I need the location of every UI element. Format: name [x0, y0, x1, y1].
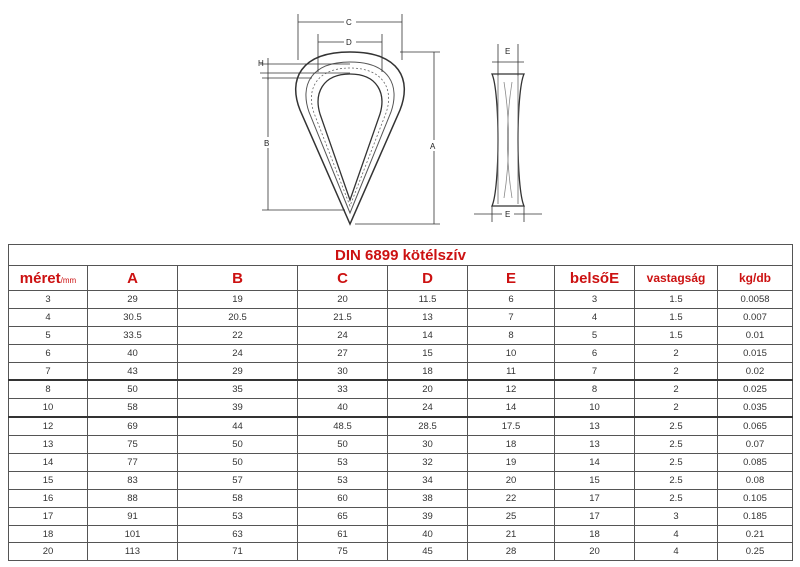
table-row: [9, 362, 793, 380]
cell-vastagsag: 1.5: [635, 308, 718, 326]
cell-d: 14: [388, 326, 468, 344]
cell-c: 27: [298, 344, 388, 362]
cell-e: 25: [468, 507, 555, 525]
cell-a: 40: [88, 344, 178, 362]
table-row: [9, 471, 793, 489]
cell-b: 53: [178, 507, 298, 525]
cell-a: 58: [88, 399, 178, 417]
thimble-side-view: [492, 74, 524, 206]
cell-d: 38: [388, 489, 468, 507]
cell-e: 10: [468, 344, 555, 362]
cell-e: 12: [468, 380, 555, 398]
cell-belso-e: 13: [555, 436, 635, 454]
cell-e: 18: [468, 436, 555, 454]
cell-a: 88: [88, 489, 178, 507]
cell-e: 17.5: [468, 417, 555, 435]
cell-c: 20: [298, 291, 388, 309]
cell-d: 28.5: [388, 417, 468, 435]
col-header-meret: méret/mm: [9, 266, 88, 291]
thimble-inner-outline: [318, 74, 382, 200]
cell-belso-e: 17: [555, 507, 635, 525]
cell-c: 61: [298, 525, 388, 543]
cell-vastagsag: 2.5: [635, 417, 718, 435]
cell-kgdb: 0.21: [718, 525, 793, 543]
cell-b: 24: [178, 344, 298, 362]
cell-e: 11: [468, 362, 555, 380]
cell-c: 48.5: [298, 417, 388, 435]
cell-vastagsag: 2.5: [635, 489, 718, 507]
cell-c: 53: [298, 471, 388, 489]
cell-kgdb: 0.085: [718, 454, 793, 472]
cell-meret: 20: [9, 543, 88, 561]
cell-meret: 10: [9, 399, 88, 417]
cell-b: 63: [178, 525, 298, 543]
cell-e: 6: [468, 291, 555, 309]
cell-vastagsag: 1.5: [635, 291, 718, 309]
cell-a: 43: [88, 362, 178, 380]
cell-b: 57: [178, 471, 298, 489]
col-header-a: A: [88, 266, 178, 291]
cell-c: 33: [298, 380, 388, 398]
cell-vastagsag: 2: [635, 344, 718, 362]
cell-vastagsag: 2.5: [635, 454, 718, 472]
cell-c: 75: [298, 543, 388, 561]
table-row: [9, 326, 793, 344]
cell-a: 91: [88, 507, 178, 525]
cell-belso-e: 10: [555, 399, 635, 417]
cell-c: 53: [298, 454, 388, 472]
cell-meret: 5: [9, 326, 88, 344]
thimble-mid-outline: [306, 62, 394, 213]
cell-belso-e: 5: [555, 326, 635, 344]
cell-kgdb: 0.185: [718, 507, 793, 525]
cell-a: 69: [88, 417, 178, 435]
col-header-d: D: [388, 266, 468, 291]
dim-label-e-bottom: E: [505, 210, 511, 219]
cell-meret: 15: [9, 471, 88, 489]
cell-vastagsag: 1.5: [635, 326, 718, 344]
col-header-meret-unit: /mm: [60, 275, 77, 285]
cell-c: 40: [298, 399, 388, 417]
cell-belso-e: 6: [555, 344, 635, 362]
dim-label-d: D: [346, 38, 352, 47]
table-row: [9, 417, 793, 435]
cell-kgdb: 0.01: [718, 326, 793, 344]
cell-vastagsag: 4: [635, 525, 718, 543]
cell-belso-e: 4: [555, 308, 635, 326]
col-header-e: E: [468, 266, 555, 291]
cell-meret: 6: [9, 344, 88, 362]
cell-vastagsag: 2: [635, 399, 718, 417]
table-body: [9, 291, 793, 561]
cell-c: 30: [298, 362, 388, 380]
cell-kgdb: 0.07: [718, 436, 793, 454]
cell-kgdb: 0.0058: [718, 291, 793, 309]
cell-b: 35: [178, 380, 298, 398]
cell-a: 113: [88, 543, 178, 561]
cell-d: 30: [388, 436, 468, 454]
cell-a: 101: [88, 525, 178, 543]
cell-kgdb: 0.08: [718, 471, 793, 489]
cell-belso-e: 8: [555, 380, 635, 398]
table-row: [9, 489, 793, 507]
dim-label-e-top: E: [505, 47, 511, 56]
cell-kgdb: 0.25: [718, 543, 793, 561]
table-row: [9, 525, 793, 543]
dim-label-a: A: [430, 142, 436, 151]
table-row: [9, 543, 793, 561]
cell-a: 50: [88, 380, 178, 398]
cell-kgdb: 0.025: [718, 380, 793, 398]
cell-e: 28: [468, 543, 555, 561]
cell-kgdb: 0.105: [718, 489, 793, 507]
thimble-hidden-line: [311, 68, 388, 206]
cell-belso-e: 17: [555, 489, 635, 507]
cell-b: 19: [178, 291, 298, 309]
dim-label-h: H: [258, 59, 264, 68]
table-row: [9, 399, 793, 417]
cell-b: 20.5: [178, 308, 298, 326]
cell-vastagsag: 3: [635, 507, 718, 525]
cell-meret: 14: [9, 454, 88, 472]
cell-c: 24: [298, 326, 388, 344]
table-row: [9, 507, 793, 525]
cell-b: 44: [178, 417, 298, 435]
cell-belso-e: 20: [555, 543, 635, 561]
table-row: [9, 308, 793, 326]
cell-kgdb: 0.015: [718, 344, 793, 362]
thimble-drawing: [0, 0, 800, 244]
col-header-kgdb: kg/db: [718, 266, 793, 291]
col-header-b: B: [178, 266, 298, 291]
col-header-vastagsag: vastagság: [635, 266, 718, 291]
cell-belso-e: 13: [555, 417, 635, 435]
col-header-c: C: [298, 266, 388, 291]
table-row: [9, 291, 793, 309]
cell-b: 58: [178, 489, 298, 507]
cell-a: 29: [88, 291, 178, 309]
cell-a: 75: [88, 436, 178, 454]
cell-belso-e: 18: [555, 525, 635, 543]
cell-b: 29: [178, 362, 298, 380]
cell-a: 77: [88, 454, 178, 472]
cell-vastagsag: 2.5: [635, 471, 718, 489]
cell-d: 13: [388, 308, 468, 326]
cell-d: 40: [388, 525, 468, 543]
cell-belso-e: 15: [555, 471, 635, 489]
cell-a: 30.5: [88, 308, 178, 326]
table-row: [9, 344, 793, 362]
cell-d: 11.5: [388, 291, 468, 309]
cell-meret: 13: [9, 436, 88, 454]
cell-meret: 4: [9, 308, 88, 326]
cell-d: 20: [388, 380, 468, 398]
cell-d: 32: [388, 454, 468, 472]
cell-meret: 7: [9, 362, 88, 380]
cell-d: 45: [388, 543, 468, 561]
cell-e: 21: [468, 525, 555, 543]
cell-kgdb: 0.007: [718, 308, 793, 326]
cell-d: 15: [388, 344, 468, 362]
cell-vastagsag: 2: [635, 380, 718, 398]
cell-d: 34: [388, 471, 468, 489]
cell-b: 71: [178, 543, 298, 561]
cell-meret: 8: [9, 380, 88, 398]
cell-c: 60: [298, 489, 388, 507]
table-row: [9, 380, 793, 398]
cell-a: 83: [88, 471, 178, 489]
cell-b: 39: [178, 399, 298, 417]
cell-c: 21.5: [298, 308, 388, 326]
dim-label-c: C: [346, 18, 352, 27]
cell-d: 18: [388, 362, 468, 380]
cell-kgdb: 0.035: [718, 399, 793, 417]
dim-label-b: B: [264, 139, 270, 148]
table-row: [9, 436, 793, 454]
cell-vastagsag: 2.5: [635, 436, 718, 454]
cell-e: 8: [468, 326, 555, 344]
cell-c: 65: [298, 507, 388, 525]
cell-belso-e: 3: [555, 291, 635, 309]
cell-a: 33.5: [88, 326, 178, 344]
cell-meret: 17: [9, 507, 88, 525]
cell-meret: 16: [9, 489, 88, 507]
cell-vastagsag: 2: [635, 362, 718, 380]
cell-meret: 18: [9, 525, 88, 543]
cell-e: 20: [468, 471, 555, 489]
cell-kgdb: 0.065: [718, 417, 793, 435]
cell-d: 39: [388, 507, 468, 525]
table-row: [9, 454, 793, 472]
cell-b: 22: [178, 326, 298, 344]
table-title: DIN 6899 kötélszív: [9, 245, 793, 266]
cell-b: 50: [178, 454, 298, 472]
cell-d: 24: [388, 399, 468, 417]
cell-meret: 3: [9, 291, 88, 309]
cell-kgdb: 0.02: [718, 362, 793, 380]
cell-meret: 12: [9, 417, 88, 435]
col-header-belso-e: belsőE: [555, 266, 635, 291]
cell-e: 22: [468, 489, 555, 507]
cell-b: 50: [178, 436, 298, 454]
cell-e: 7: [468, 308, 555, 326]
cell-belso-e: 7: [555, 362, 635, 380]
cell-e: 19: [468, 454, 555, 472]
cell-e: 14: [468, 399, 555, 417]
thimble-size-table: [8, 244, 793, 561]
cell-belso-e: 14: [555, 454, 635, 472]
cell-c: 50: [298, 436, 388, 454]
table-header-row: [9, 266, 793, 291]
cell-vastagsag: 4: [635, 543, 718, 561]
